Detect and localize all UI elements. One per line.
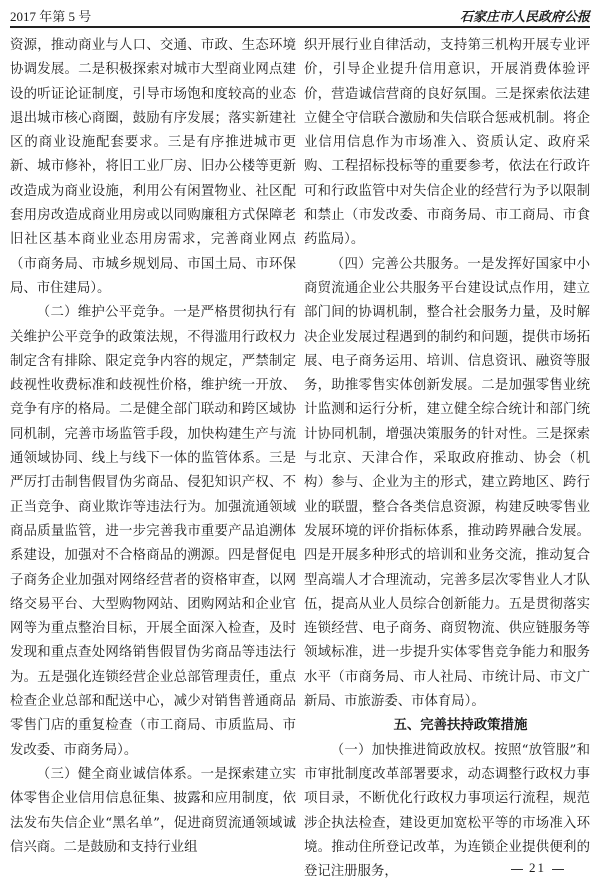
- running-header: [10, 4, 590, 28]
- page-footer: [505, 860, 570, 876]
- footer-dash-left: [511, 869, 523, 870]
- paragraph: 织开展行业自律活动，支持第三机构开展专业评价，引导企业提升信用意识，开展消费体验评价，营造诚信营商的良好氛围。三是探索依法建立健全守信联合激励和失信联合惩戒机制。将企业信用信息作为市场准入、资质认定、政府采购、工程招标投标等的重要参考，依法在行政许可和行政监管中对失信企业的经营行为予以限制和禁止（市发改委、市商务局、市工商局、市食药监局）。: [304, 38, 590, 248]
- page-number: 21: [529, 860, 546, 875]
- section-heading: 五、完善扶持政策措施: [393, 718, 528, 734]
- paragraph-text: 一是严格贯彻执行有关维护公平竞争的政策法规，不得滥用行政权力制定含有排除、限定竞争内容的规定，严禁制定歧视性收费标准和歧视性价格，维护统一开放、竞争有序的格局。二是健全部门联动和跨区域协同机制，完善市场监管手段，加快构建生产与流通领域协同、线上与线下一体的监管体系。三是严厉打击制售假冒伪劣商品、侵犯知识产权、不正当竞争、商业欺诈等违法行为。加强流通领域商品质量监管，进一步完善我市重要产品追溯体系建设，加强对不合格商品的溯源。四是督促电子商务企业加强对网络经营者的资格审查，以网络交易平台、大型购物网站、团购网站和企业官网等为重点整治目标，开展全面深入检查，及时发现和重点查处网络销售假冒伪劣商品等违法行为。五是强化连锁经营企业总部管理责任，重点检查企业总部和配送中心，减少对销售普通商品零售门店的重复检查（市工商局、市质监局、市发改委、市商务局）。: [10, 305, 296, 758]
- subsection-heading: （二）维护公平竞争。: [36, 305, 174, 321]
- paragraph: [10, 763, 296, 860]
- issue-label: 2017 年第 5 号: [10, 9, 92, 24]
- footer-dash-right: [552, 869, 564, 870]
- paragraph-text: 一是发挥好国家中小商贸流通企业公共服务平台建设试点作用，建立部门间的协调机制，整合社会服务力量，及时解决企业发展过程遇到的制约和问题，提供市场拓展、电子商务运用、培训、信息资讯、融资等服务，助推零售实体创新发展。二是加强零售业统计监测和运行分析，建立健全综合统计和部门统计协同机制，增强决策服务的针对性。三是探索与北京、天津合作，采取政府推动、协会（机构）参与、企业为主的形式，建立跨地区、跨行业的联盟，整合各类信息资源，构建反映零售业发展环境的评价指标体系，推动跨界融合发展。四是开展多种形式的培训和业务交流，推动复合型高端人才合理流动，完善多层次零售业人才队伍，提高从业人员综合创新能力。五是贯彻落实连锁经营、电子商务、商贸物流、供应链服务等领域标准，进一步提升实体零售竞争能力和服务水平（市商务局、市人社局、市统计局、市文广新局、市旅游委、市体育局）。: [304, 256, 590, 710]
- paragraph: [10, 301, 296, 763]
- subsection-heading: （一）加快推进简政放权。: [330, 742, 495, 758]
- paragraph: [304, 253, 590, 715]
- paragraph-text: 一是探索建立实体零售企业信用信息征集、披露和应用制度，依法发布失信企业“黑名单”，促进商贸流通领域诚信兴商。二是鼓励和支持行业组: [10, 766, 296, 855]
- paragraph: 资源，推动商业与人口、交通、市政、生态环境协调发展。二是积极探索对城市大型商业网点建设的听证论证制度，引导市场饱和度较高的业态退出城市核心商圈，鼓励有序发展；落实新建社区的商业设施配套要求。三是有序推进城市更新、城市修补，将旧工业厂房、旧办公楼等更新改造成为商业设施，利用公有闲置物业、社区配套用房改造成商业用房或以同购廉租方式保障老旧社区基本商业业态用房需求，完善商业网点（市商务局、市城乡规划局、市国土局、市环保局、市住建局）。: [10, 38, 296, 296]
- journal-title: 石家庄市人民政府公报: [459, 10, 590, 25]
- subsection-heading: （三）健全商业诚信体系。: [36, 766, 201, 782]
- paragraph-text: 按照“放管服”和市审批制度改革部署要求，动态调整行政权力事项目录，不断优化行政权力事项运行流程，规范涉企执法检查，建设更加宽松平等的市场准入环境。推动住所登记改革，为连锁企业提供便利的登记注册服务，: [304, 742, 590, 880]
- subsection-heading: （四）完善公共服务。: [330, 256, 468, 272]
- left-column: [10, 34, 296, 855]
